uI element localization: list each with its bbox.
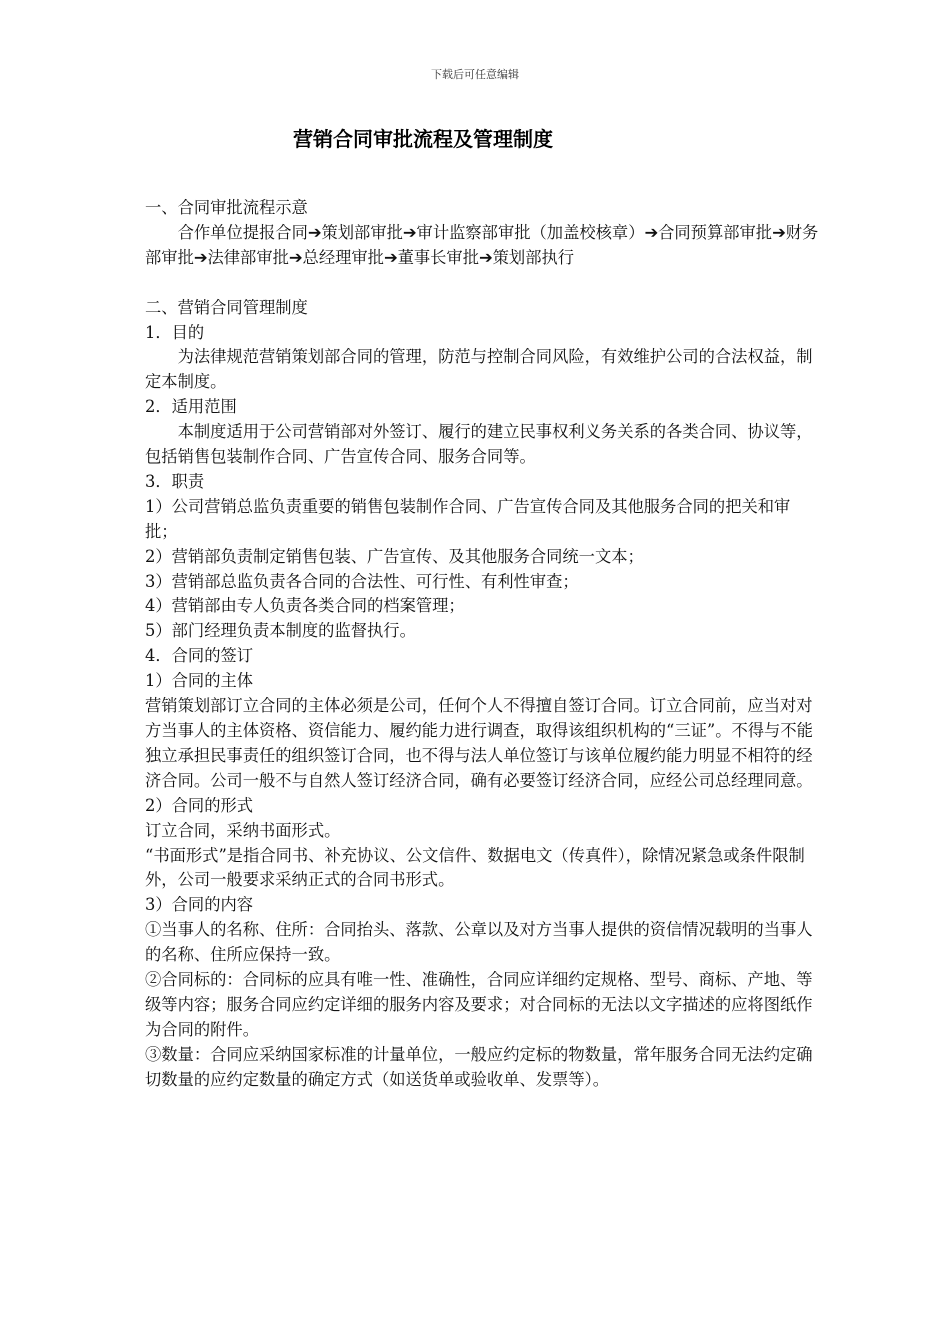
item-2-text: 本制度适用于公司营销部对外签订、履行的建立民事权利义务关系的各类合同、协议等，包括销售包装制作合同、广告宣传合同、服务合同等。 xyxy=(145,422,813,467)
item-4-1-text: 营销策划部订立合同的主体必须是公司，任何个人不得擅自签订合同。订立合同前，应当对对方当事人的主体资格、资信能力、履约能力进行调查，取得该组织机构的“三证”。不得与不能独立承担民事责任的组织签订合同，也不得与法人单位签订与该单位履约能力明显不相符的经济合同。公司一般不与自然人签订经济合同，确有必要签订经济合同，应经公司总经理同意。 xyxy=(145,696,813,790)
item-4-3-heading: 3）合同的内容 xyxy=(145,895,254,915)
item-4-2-text-1: 订立合同，采纳书面形式。 xyxy=(145,820,341,840)
section-1-heading: 一、合同审批流程示意 xyxy=(145,198,308,217)
item-3-duty-5: 5）部门经理负责本制度的监督执行。 xyxy=(145,621,416,641)
item-4-2-text-2: “书面形式”是指合同书、补充协议、公文信件、数据电文（传真件），除情况紧急或条件限制外，公司一般要求采纳正式的合同书形式。 xyxy=(145,845,805,890)
blank-line xyxy=(145,271,820,296)
document-title: 营销合同审批流程及管理制度 xyxy=(293,127,553,151)
header-note: 下载后可任意编辑 xyxy=(431,68,519,81)
item-4-2-heading: 2）合同的形式 xyxy=(145,795,254,815)
item-3-duty-1: 1）公司营销总监负责重要的销售包装制作合同、广告宣传合同及其他服务合同的把关和审批； xyxy=(145,496,791,541)
item-4-1-heading: 1）合同的主体 xyxy=(145,671,254,691)
approval-flow-text: 合作单位提报合同➔策划部审批➔审计监察部审批（加盖校核章）➔合同预算部审批➔财务部审批➔法律部审批➔总经理审批➔董事长审批➔策划部执行 xyxy=(145,222,819,267)
item-4-3-clause-1: ①当事人的名称、住所：合同抬头、落款、公章以及对方当事人提供的资信情况载明的当事人的名称、住所应保持一致。 xyxy=(145,920,813,965)
item-1-heading: 1．目的 xyxy=(145,322,205,342)
item-4-3-clause-3: ③数量：合同应采纳国家标准的计量单位，一般应约定标的物数量，常年服务合同无法约定确切数量的应约定数量的确定方式（如送货单或验收单、发票等）。 xyxy=(145,1044,813,1089)
item-1-text: 为法律规范营销策划部合同的管理，防范与控制合同风险，有效维护公司的合法权益，制定本制度。 xyxy=(145,347,813,392)
item-3-duty-4: 4）营销部由专人负责各类合同的档案管理； xyxy=(145,596,465,616)
item-2-heading: 2．适用范围 xyxy=(145,397,237,417)
item-3-heading: 3．职责 xyxy=(145,471,205,491)
item-4-3-clause-2: ②合同标的：合同标的应具有唯一性、准确性，合同应详细约定规格、型号、商标、产地、等级等内容；服务合同应约定详细的服务内容及要求；对合同标的无法以文字描述的应将图纸作为合同的附件。 xyxy=(145,970,813,1039)
item-4-heading: 4．合同的签订 xyxy=(145,646,254,666)
section-2-heading: 二、营销合同管理制度 xyxy=(145,297,308,317)
document-body xyxy=(145,196,820,1093)
item-3-duty-2: 2）营销部负责制定销售包装、广告宣传、及其他服务合同统一文本； xyxy=(145,546,644,566)
item-3-duty-3: 3）营销部总监负责各合同的合法性、可行性、有利性审查； xyxy=(145,571,579,591)
